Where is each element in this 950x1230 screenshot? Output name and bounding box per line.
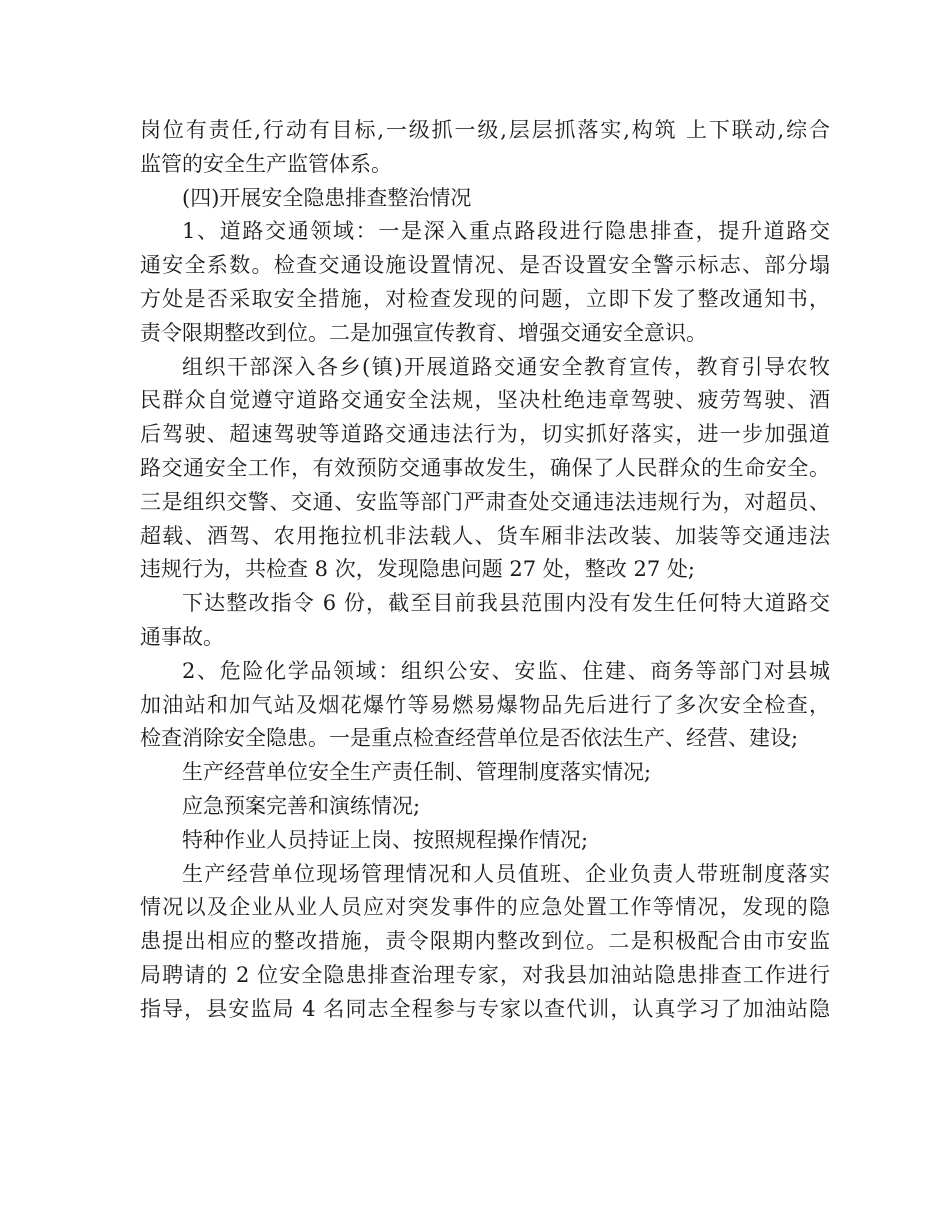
text-line: 民群众自觉遵守道路交通安全法规，坚决杜绝违章驾驶、疲劳驾驶、酒: [140, 388, 830, 413]
text-line: 方处是否采取安全措施，对检查发现的问题，立即下发了整改通知书，: [140, 286, 830, 311]
text-line: 情况以及企业从业人员应对突发事件的应急处置工作等情况，发现的隐: [140, 895, 830, 920]
text-line: 违规行为，共检查 8 次，发现隐患问题 27 处，整改 27 处;: [140, 557, 695, 582]
text-line: 局聘请的 2 位安全隐患排查治理专家，对我县加油站隐患排查工作进行: [140, 962, 830, 987]
text-line: 超载、酒驾、农用拖拉机非法载人、货车厢非法改装、加装等交通违法: [140, 523, 830, 548]
text-line: 三是组织交警、交通、安监等部门严肃查处交通违法违规行为，对超员、: [140, 489, 830, 514]
text-line: 检查消除安全隐患。一是重点检查经营单位是否依法生产、经营、建设;: [140, 726, 799, 751]
document-body: [140, 114, 830, 1027]
text-line: 加油站和加气站及烟花爆竹等易燃易爆物品先后进行了多次安全检查，: [140, 692, 830, 717]
text-line: 下达整改指令 6 份，截至目前我县范围内没有发生任何特大道路交: [182, 591, 830, 616]
text-line: 通安全系数。检查交通设施设置情况、是否设置安全警示标志、部分塌: [140, 253, 830, 278]
text-line: 特种作业人员持证上岗、按照规程操作情况;: [182, 827, 589, 852]
text-line: 指导，县安监局 4 名同志全程参与专家以查代训，认真学习了加油站隐: [140, 996, 830, 1021]
text-line: (四)开展安全隐患排查整治情况: [182, 185, 472, 210]
text-line: 通事故。: [140, 624, 224, 649]
text-line: 监管的安全生产监管体系。: [140, 151, 392, 176]
text-line: 患提出相应的整改措施，责令限期内整改到位。二是积极配合由市安监: [140, 929, 830, 954]
text-line: 后驾驶、超速驾驶等道路交通违法行为，切实抓好落实，进一步加强道: [140, 422, 830, 447]
text-line: 生产经营单位现场管理情况和人员值班、企业负责人带班制度落实: [182, 861, 830, 886]
text-line: 组织干部深入各乡(镇)开展道路交通安全教育宣传，教育引导农牧: [182, 354, 830, 379]
text-line: 应急预案完善和演练情况;: [182, 793, 421, 818]
text-line: 岗位有责任,行动有目标,一级抓一级,层层抓落实,构筑 上下联动,综合: [140, 118, 830, 142]
text-line: 路交通安全工作，有效预防交通事故发生，确保了人民群众的生命安全。: [140, 455, 830, 480]
text-line: 责令限期整改到位。二是加强宣传教育、增强交通安全意识。: [140, 320, 707, 345]
text-line: 生产经营单位安全生产责任制、管理制度落实情况;: [182, 760, 652, 785]
text-line: 2、危险化学品领域：组织公安、安监、住建、商务等部门对县城: [182, 658, 830, 683]
text-line: 1、道路交通领域：一是深入重点路段进行隐患排查，提升道路交: [182, 219, 830, 244]
